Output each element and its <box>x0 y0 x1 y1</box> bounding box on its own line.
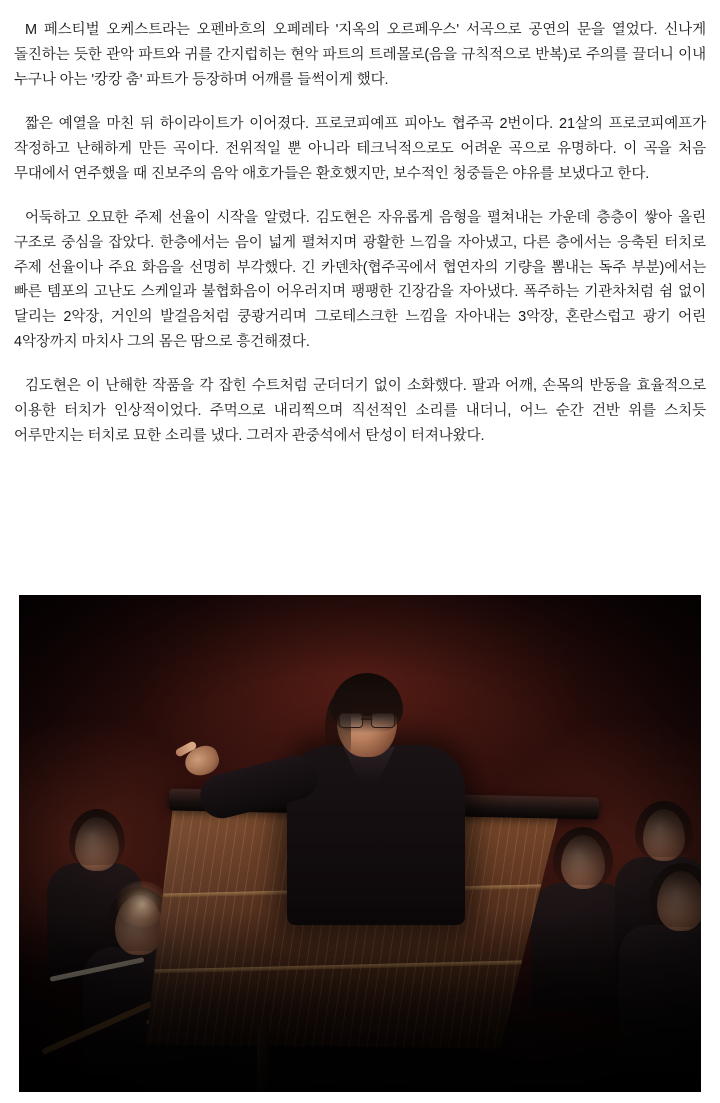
article-body <box>0 0 720 449</box>
glasses-lens-left <box>339 713 363 728</box>
article-paragraph: 김도현은 이 난해한 작품을 각 잡힌 수트처럼 군더더기 없이 소화했다. 팔과 어깨, 손목의 반동을 효율적으로 이용한 터치가 인상적이었다. 주먹으로 내리찍으며 직선적인 소리를 내더니, 어느 순간 건반 위를 스치듯 어루만지는 터치로 묘한 소리를 냈다. 그러자 관중석에서 탄성이 터져나왔다. <box>14 378 706 445</box>
article-paragraph: 짧은 예열을 마친 뒤 하이라이트가 이어졌다. 프로코피예프 피아노 협주곡 2번이다. 21살의 프로코피예프가 작정하고 난해하게 만든 곡이다. 전위적일 뿐 아니라 테크닉적으로도 어려운 곡으로 유명하다. 이 곡을 처음 무대에서 연주했을 때 진보주의 음악 애호가들은 환호했지만, 보수적인 청중들은 야유를 보냈다고 한다. <box>14 115 706 182</box>
stage-floor <box>19 912 701 1092</box>
article-paragraph: M 페스티벌 오케스트라는 오펜바흐의 오페레타 '지옥의 오르페우스' 서곡으로 공연의 문을 열었다. 신나게 돌진하는 듯한 관악 파트와 귀를 간지럽히는 현악 파트의 트레몰로(음을 규칙적으로 반복)로 주의를 끌더니 이내 누구나 아는 '캉캉 춤' 파트가 등장하며 어깨를 들썩이게 했다. <box>14 22 706 88</box>
stage-scene <box>19 595 701 1092</box>
article-paragraph: 어둑하고 오묘한 주제 선율이 시작을 알렸다. 김도현은 자유롭게 음형을 펼쳐내는 가운데 층층이 쌓아 올린 구조로 중심을 잡았다. 한층에서는 음이 넓게 펼쳐지며 광활한 느낌을 자아냈고, 다른 층에서는 응축된 터치로 주제 선율이나 주요 화음을 선명히 부각했다. 긴 카덴차(협주곡에서 협연자의 기량을 뽐내는 독주 부분)에서는 빠른 템포의 고난도 스케일과 불협화음이 어우러지며 팽팽한 긴장감을 자아냈다. 폭주하는 기관차처럼 쉼 없이 달리는 2악장, 거인의 발걸음처럼 쿵쾅거리며 그로테스크한 느낌을 자아내는 3악장, 혼란스럽고 광기 어린 4악장까지 마치사 그의 몸은 땀으로 흥건해졌다. <box>14 209 706 351</box>
glasses-icon <box>339 713 395 727</box>
concert-photo <box>19 595 701 1092</box>
pianist-hair-side <box>325 695 351 765</box>
glasses-lens-right <box>371 713 395 728</box>
